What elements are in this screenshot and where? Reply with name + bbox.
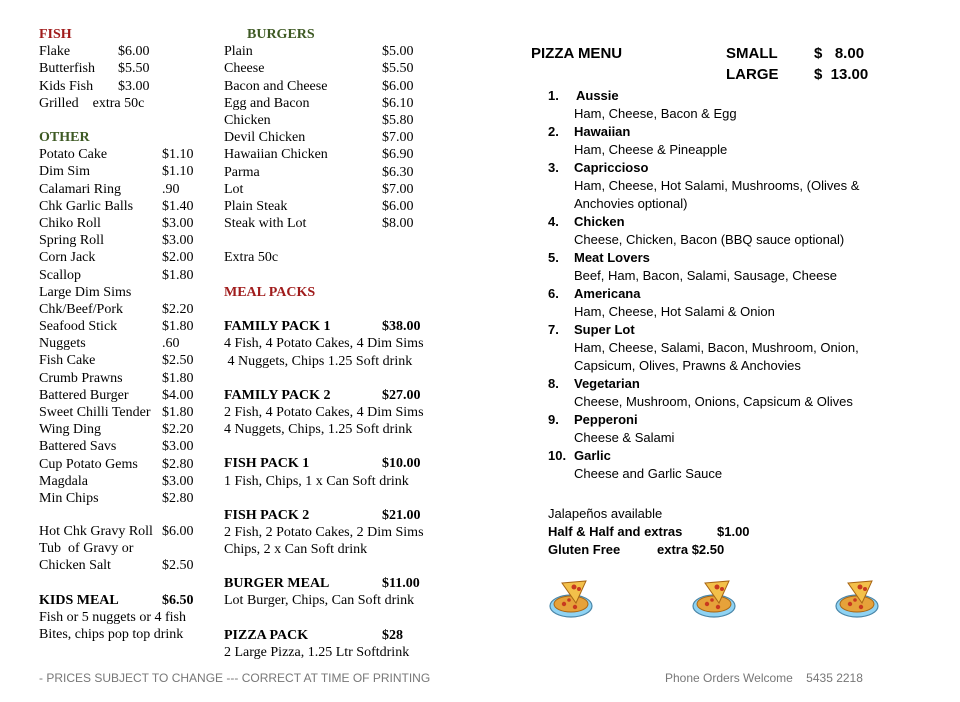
- pizza-small-label: SMALL: [726, 45, 778, 62]
- meal-pack-desc: 2 Large Pizza, 1.25 Ltr Softdrink: [224, 644, 410, 660]
- menu-item-price: .90: [162, 181, 180, 197]
- meal-pack-name: FAMILY PACK 2: [224, 387, 331, 403]
- menu-item-name: Potato Cake: [39, 147, 108, 163]
- menu-item-name: Plain: [224, 44, 253, 60]
- gluten-free-label: Gluten Free: [548, 542, 621, 557]
- menu-item-name: Tub of Gravy or: [39, 541, 134, 557]
- gluten-free-price: extra $2.50: [657, 542, 725, 557]
- pizza-item: [548, 321, 888, 375]
- pizza-item: [548, 159, 888, 213]
- footer-phone: Phone Orders Welcome 5435 2218: [665, 671, 863, 685]
- meal-packs-heading: MEAL PACKS: [224, 285, 316, 300]
- pizza-item-name: Hawaiian: [574, 124, 631, 139]
- menu-item: [224, 215, 444, 232]
- burgers-section: [224, 26, 444, 266]
- pizza-item-desc: Cheese, Mushroom, Onions, Capsicum & Olives: [574, 394, 853, 409]
- menu-item-price: $2.00: [162, 250, 194, 266]
- menu-item-name: Battered Savs: [39, 439, 117, 455]
- menu-item-name: Plain Steak: [224, 198, 288, 214]
- meal-pack-desc: Lot Burger, Chips, Can Soft drink: [224, 593, 415, 609]
- menu-item: [39, 267, 214, 284]
- pizza-item-number: 3.: [548, 160, 559, 175]
- menu-item-name: Lot: [224, 181, 244, 197]
- menu-item-price: $1.80: [162, 319, 194, 335]
- menu-item: [39, 232, 214, 249]
- pizza-item-name: Americana: [574, 286, 641, 301]
- half-half-label: Half & Half and extras: [548, 524, 683, 539]
- menu-item: [39, 60, 214, 77]
- pizza-item: [548, 447, 888, 483]
- meal-pack: [224, 318, 454, 370]
- menu-item: [39, 215, 214, 232]
- menu-item-price: $4.00: [162, 387, 194, 403]
- pizza-item-number: 1.: [548, 88, 559, 103]
- kids-meal-price: $6.50: [162, 593, 194, 608]
- menu-item-price: $2.50: [162, 353, 194, 369]
- menu-item-name: Flake: [39, 44, 71, 60]
- pizza-item-desc: Beef, Ham, Bacon, Salami, Sausage, Cheese: [574, 268, 838, 283]
- pizza-icon: [548, 577, 594, 619]
- menu-item-name: Devil Chicken: [224, 130, 306, 146]
- menu-item-price: $1.10: [162, 164, 194, 180]
- pizza-item-name: Meat Lovers: [574, 250, 650, 265]
- menu-item: [39, 523, 214, 540]
- pizza-item-number: 5.: [548, 250, 559, 265]
- menu-item-price: $6.30: [382, 164, 414, 180]
- menu-item: [39, 352, 214, 369]
- pizza-item-name: Super Lot: [574, 322, 635, 337]
- pizza-item-number: 8.: [548, 376, 559, 391]
- menu-item: [224, 78, 444, 95]
- menu-item-price: $3.00: [162, 473, 194, 489]
- menu-item-name: Calamari Ring: [39, 181, 122, 197]
- menu-item: [224, 60, 444, 77]
- meal-pack-list: [224, 318, 454, 661]
- menu-item-name: Cup Potato Gems: [39, 456, 138, 472]
- other-extra-section: [39, 523, 214, 575]
- menu-item: [39, 198, 214, 215]
- menu-item-price: $1.40: [162, 198, 194, 214]
- menu-item-name: Egg and Bacon: [224, 95, 310, 111]
- menu-item: [39, 557, 214, 574]
- pizza-icon: [834, 577, 880, 619]
- menu-item-price: $6.00: [162, 524, 194, 539]
- meal-pack-price: $21.00: [382, 507, 421, 523]
- menu-item-name: Chiko Roll: [39, 215, 101, 231]
- menu-item: [39, 284, 214, 301]
- menu-item-name: Chk/Beef/Pork: [39, 301, 123, 317]
- meal-pack-desc: Chips, 2 x Can Soft drink: [224, 542, 368, 558]
- menu-item-name: Chk Garlic Balls: [39, 198, 134, 214]
- menu-item: [39, 181, 214, 198]
- meal-pack: [224, 575, 454, 609]
- menu-item-name: Bacon and Cheese: [224, 78, 328, 94]
- menu-item-name: Grilled extra 50c: [39, 95, 145, 111]
- menu-item-price: $3.00: [162, 233, 194, 249]
- menu-item-name: Seafood Stick: [39, 319, 118, 335]
- other-list: [39, 146, 214, 507]
- pizza-item: [548, 87, 888, 123]
- menu-item-price: $2.20: [162, 422, 194, 438]
- menu-item: [39, 43, 214, 60]
- menu-item-name: Corn Jack: [39, 250, 96, 266]
- pizza-item-number: 4.: [548, 214, 559, 229]
- menu-item-name: Large Dim Sims: [39, 284, 132, 300]
- pizza-item-name: Garlic: [574, 448, 611, 463]
- meal-pack-desc: 4 Nuggets, Chips 1.25 Soft drink: [224, 353, 413, 369]
- pizza-item-desc: Ham, Cheese, Hot Salami & Onion: [574, 304, 775, 319]
- meal-pack-desc: 2 Fish, 4 Potato Cakes, 4 Dim Sims: [224, 404, 424, 420]
- meal-pack-name: FISH PACK 2: [224, 507, 310, 523]
- menu-item-name: Min Chips: [39, 490, 99, 506]
- pizza-item-number: 6.: [548, 286, 559, 301]
- pizza-large-price: $ 13.00: [814, 66, 869, 83]
- pizza-item-name: Pepperoni: [574, 412, 638, 427]
- meal-pack-title-row: [224, 318, 454, 335]
- meal-pack-name: BURGER MEAL: [224, 576, 330, 592]
- menu-item-price: $5.50: [382, 61, 414, 77]
- pizza-item-number: 9.: [548, 412, 559, 427]
- meal-pack-price: $10.00: [382, 456, 421, 472]
- menu-item-name: Battered Burger: [39, 387, 129, 403]
- menu-item-name: Hot Chk Gravy Roll: [39, 524, 153, 539]
- other-list-extra: [39, 523, 214, 575]
- menu-item-price: $7.00: [382, 130, 414, 146]
- menu-item: [39, 438, 214, 455]
- meal-pack-price: $11.00: [382, 576, 420, 592]
- pizza-item-desc: Ham, Cheese, Salami, Bacon, Mushroom, Onion, Capsicum, Olives, Prawns & Anchovies: [574, 340, 859, 373]
- menu-item-name: Chicken: [224, 112, 271, 128]
- pizza-item: [548, 411, 888, 447]
- pizza-item-name: Vegetarian: [574, 376, 640, 391]
- menu-item-price: $3.00: [162, 215, 194, 231]
- menu-item-price: $6.90: [382, 147, 414, 163]
- burgers-heading: BURGERS: [247, 27, 315, 42]
- menu-item: [39, 370, 214, 387]
- meal-pack-price: $38.00: [382, 319, 421, 335]
- menu-item-price: $6.00: [118, 44, 150, 60]
- pizza-item-name: Capriccioso: [574, 160, 649, 175]
- fish-heading: FISH: [39, 27, 72, 42]
- menu-item: [39, 146, 214, 163]
- meal-pack-price: $27.00: [382, 387, 421, 403]
- menu-item: [39, 78, 214, 95]
- pizza-item-desc: Cheese, Chicken, Bacon (BBQ sauce optional): [574, 232, 845, 247]
- other-section: [39, 129, 214, 507]
- kids-meal-line1: Fish or 5 nuggets or 4 fish: [39, 610, 186, 626]
- menu-item-name: Parma: [224, 164, 260, 180]
- menu-item-price: $6.00: [382, 198, 414, 214]
- pizza-large-label: LARGE: [726, 66, 779, 83]
- menu-item: [39, 387, 214, 404]
- menu-item-price: $1.80: [162, 405, 194, 420]
- menu-item: [39, 301, 214, 318]
- menu-item: [39, 490, 214, 507]
- kids-meal-title-row: [39, 592, 214, 609]
- menu-item-price: $1.10: [162, 147, 194, 163]
- menu-item: [39, 95, 214, 112]
- kids-meal-title: KIDS MEAL: [39, 593, 119, 608]
- menu-item: [224, 181, 444, 198]
- meal-pack-desc: 4 Nuggets, Chips, 1.25 Soft drink: [224, 422, 413, 438]
- menu-item-price: $5.00: [382, 44, 414, 60]
- pizza-list: [548, 87, 888, 483]
- menu-item: [39, 421, 214, 438]
- menu-item-name: Kids Fish: [39, 78, 94, 94]
- menu-item: [39, 456, 214, 473]
- pizza-item-name: Chicken: [574, 214, 625, 229]
- menu-item-name: Butterfish: [39, 61, 95, 77]
- meal-pack-name: FISH PACK 1: [224, 456, 310, 472]
- pizza-item: [548, 213, 888, 249]
- menu-item-name: Sweet Chilli Tender: [39, 405, 151, 420]
- menu-item-name: Spring Roll: [39, 233, 104, 249]
- menu-item-price: $3.00: [118, 78, 150, 94]
- pizza-icon: [691, 577, 737, 619]
- menu-item-name: Chicken Salt: [39, 558, 111, 574]
- pizza-item: [548, 375, 888, 411]
- menu-item-name: Hawaiian Chicken: [224, 147, 328, 163]
- pizza-item-desc: Ham, Cheese, Bacon & Egg: [574, 106, 737, 121]
- pizza-item-desc: Ham, Cheese & Pineapple: [574, 142, 728, 157]
- menu-item: [224, 146, 444, 163]
- kids-meal-line2: Bites, chips pop top drink: [39, 627, 184, 643]
- menu-item-name: Dim Sim: [39, 164, 90, 180]
- burgers-extra: Extra 50c: [224, 250, 279, 266]
- menu-item-price: $8.00: [382, 216, 414, 232]
- menu-item-price: $2.80: [162, 456, 194, 472]
- pizza-small-price: $ 8.00: [814, 45, 865, 62]
- meal-pack-title-row: [224, 627, 454, 644]
- menu-item: [39, 249, 214, 266]
- menu-item-name: Crumb Prawns: [39, 370, 123, 386]
- meal-pack-desc: 4 Fish, 4 Potato Cakes, 4 Dim Sims: [224, 336, 424, 352]
- pizza-item-desc: Ham, Cheese, Hot Salami, Mushrooms, (Olives & Anchovies optional): [574, 178, 860, 211]
- pizza-item: [548, 123, 888, 159]
- menu-item-price: $2.80: [162, 490, 194, 506]
- footer-disclaimer: - PRICES SUBJECT TO CHANGE --- CORRECT AT TIME OF PRINTING: [39, 671, 431, 685]
- meal-pack: [224, 387, 454, 439]
- menu-item-name: Fish Cake: [39, 353, 96, 369]
- menu-item-name: Scallop: [39, 267, 81, 283]
- pizza-item: [548, 285, 888, 321]
- fish-list: [39, 43, 214, 112]
- menu-item-price: $1.80: [162, 267, 194, 283]
- other-heading: OTHER: [39, 130, 90, 145]
- menu-item: [224, 112, 444, 129]
- pizza-item-number: 2.: [548, 124, 559, 139]
- fish-section: [39, 26, 214, 112]
- meal-pack-title-row: [224, 575, 454, 592]
- pizza-item-name: Aussie: [576, 88, 619, 103]
- menu-item-name: Nuggets: [39, 336, 86, 352]
- jalapenos-note: Jalapeños available: [548, 506, 663, 521]
- menu-item-price: $1.80: [162, 370, 194, 386]
- pizza-item-number: 7.: [548, 322, 559, 337]
- menu-item: [224, 198, 444, 215]
- menu-item-price: $5.50: [118, 61, 150, 77]
- menu-item-name: Steak with Lot: [224, 216, 307, 232]
- menu-item: [39, 404, 214, 421]
- meal-pack-name: FAMILY PACK 1: [224, 319, 331, 335]
- meal-pack-price: $28: [382, 627, 403, 643]
- menu-item: [39, 163, 214, 180]
- menu-item: [224, 95, 444, 112]
- meal-pack: [224, 455, 454, 489]
- menu-item-price: $2.20: [162, 301, 194, 317]
- meal-pack-title-row: [224, 387, 454, 404]
- menu-item: [39, 540, 214, 557]
- menu-item: [224, 164, 444, 181]
- pizza-item-desc: Cheese and Garlic Sauce: [574, 466, 723, 481]
- menu-item-price: $6.10: [382, 95, 414, 111]
- meal-pack-name: PIZZA PACK: [224, 627, 309, 643]
- meal-pack-desc: 1 Fish, Chips, 1 x Can Soft drink: [224, 473, 409, 489]
- menu-item-name: Magdala: [39, 473, 88, 489]
- meal-pack-desc: 2 Fish, 2 Potato Cakes, 2 Dim Sims: [224, 524, 424, 540]
- kids-meal-section: [39, 592, 214, 644]
- menu-item: [224, 43, 444, 60]
- menu-item-name: Wing Ding: [39, 422, 102, 438]
- meal-packs-section: [224, 284, 454, 661]
- menu-item-price: $2.50: [162, 558, 194, 574]
- meal-pack-title-row: [224, 455, 454, 472]
- menu-item-price: .60: [162, 336, 180, 352]
- menu-item: [39, 335, 214, 352]
- menu-item-price: $3.00: [162, 439, 194, 455]
- menu-item: [224, 129, 444, 146]
- meal-pack: [224, 507, 454, 559]
- menu-item-price: $7.00: [382, 181, 414, 197]
- pizza-item: [548, 249, 888, 285]
- menu-item: [39, 318, 214, 335]
- half-half-price: $1.00: [717, 524, 750, 539]
- meal-pack: [224, 627, 454, 661]
- menu-item: [39, 473, 214, 490]
- menu-item-price: $6.00: [382, 78, 414, 94]
- meal-pack-title-row: [224, 507, 454, 524]
- pizza-item-number: 10.: [548, 448, 567, 463]
- burger-list: [224, 43, 444, 232]
- menu-item-name: Cheese: [224, 61, 265, 77]
- pizza-item-desc: Cheese & Salami: [574, 430, 675, 445]
- menu-item-price: $5.80: [382, 112, 414, 128]
- pizza-title: PIZZA MENU: [531, 45, 623, 62]
